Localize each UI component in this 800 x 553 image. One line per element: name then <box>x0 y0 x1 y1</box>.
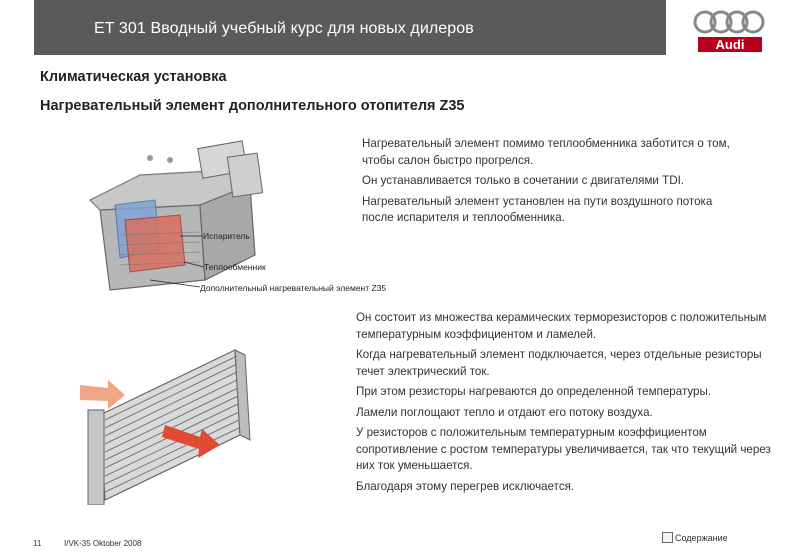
subsection-heading: Нагревательный элемент дополнительного отопителя Z35 <box>40 98 465 114</box>
intro-paragraph: Нагревательный элемент помимо теплообменника заботится о том, чтобы салон быстро прогрелся. <box>362 137 730 167</box>
intro-text-block <box>362 136 742 231</box>
details-paragraph: Благодаря этому перегрев исключается. <box>356 479 575 493</box>
details-paragraph: При этом резисторы нагреваются до определенной температуры. <box>356 385 712 398</box>
header-bar <box>34 0 666 55</box>
course-info: I/VK-35 Oktober 2008 <box>64 539 142 548</box>
details-paragraph: Он состоит из множества керамических терморезисторов с положительным температурным коэффициентом и ламелей. <box>356 311 767 341</box>
details-text-block <box>356 310 776 499</box>
hvac-unit-illustration <box>80 140 360 300</box>
callout-evaporator: Испаритель <box>203 231 250 241</box>
page-header-title: ET 301 Вводный учебный курс для новых дилеров <box>94 20 474 37</box>
contents-link-label: Содержание <box>675 532 728 543</box>
callout-heat-exchanger: Теплообменник <box>204 262 266 272</box>
intro-paragraph: Он устанавливается только в сочетании с двигателями TDI. <box>362 174 685 187</box>
intro-paragraph: Нагревательный элемент установлен на пути воздушного потока после испарителя и теплообменника. <box>362 194 713 224</box>
checkbox-icon <box>662 532 673 543</box>
details-paragraph: Когда нагревательный элемент подключается, через отдельные резисторы течет электрический ток. <box>356 348 762 378</box>
details-paragraph: У резисторов с положительным температурным коэффициентом сопротивление с ростом температуры увеличивается, так что текущий через них ток уменьшается. <box>356 426 771 472</box>
callout-aux-heater: Дополнительный нагревательный элемент Z35 <box>200 283 387 293</box>
audi-logo <box>690 8 770 54</box>
page-number: 11 <box>33 539 42 548</box>
logo-text: Audi <box>715 37 745 52</box>
details-paragraph: Ламели поглощают тепло и отдают его потоку воздуха. <box>356 405 653 419</box>
section-heading: Климатическая установка <box>40 69 227 85</box>
heating-element-illustration <box>70 345 350 505</box>
contents-link[interactable] <box>662 532 728 543</box>
